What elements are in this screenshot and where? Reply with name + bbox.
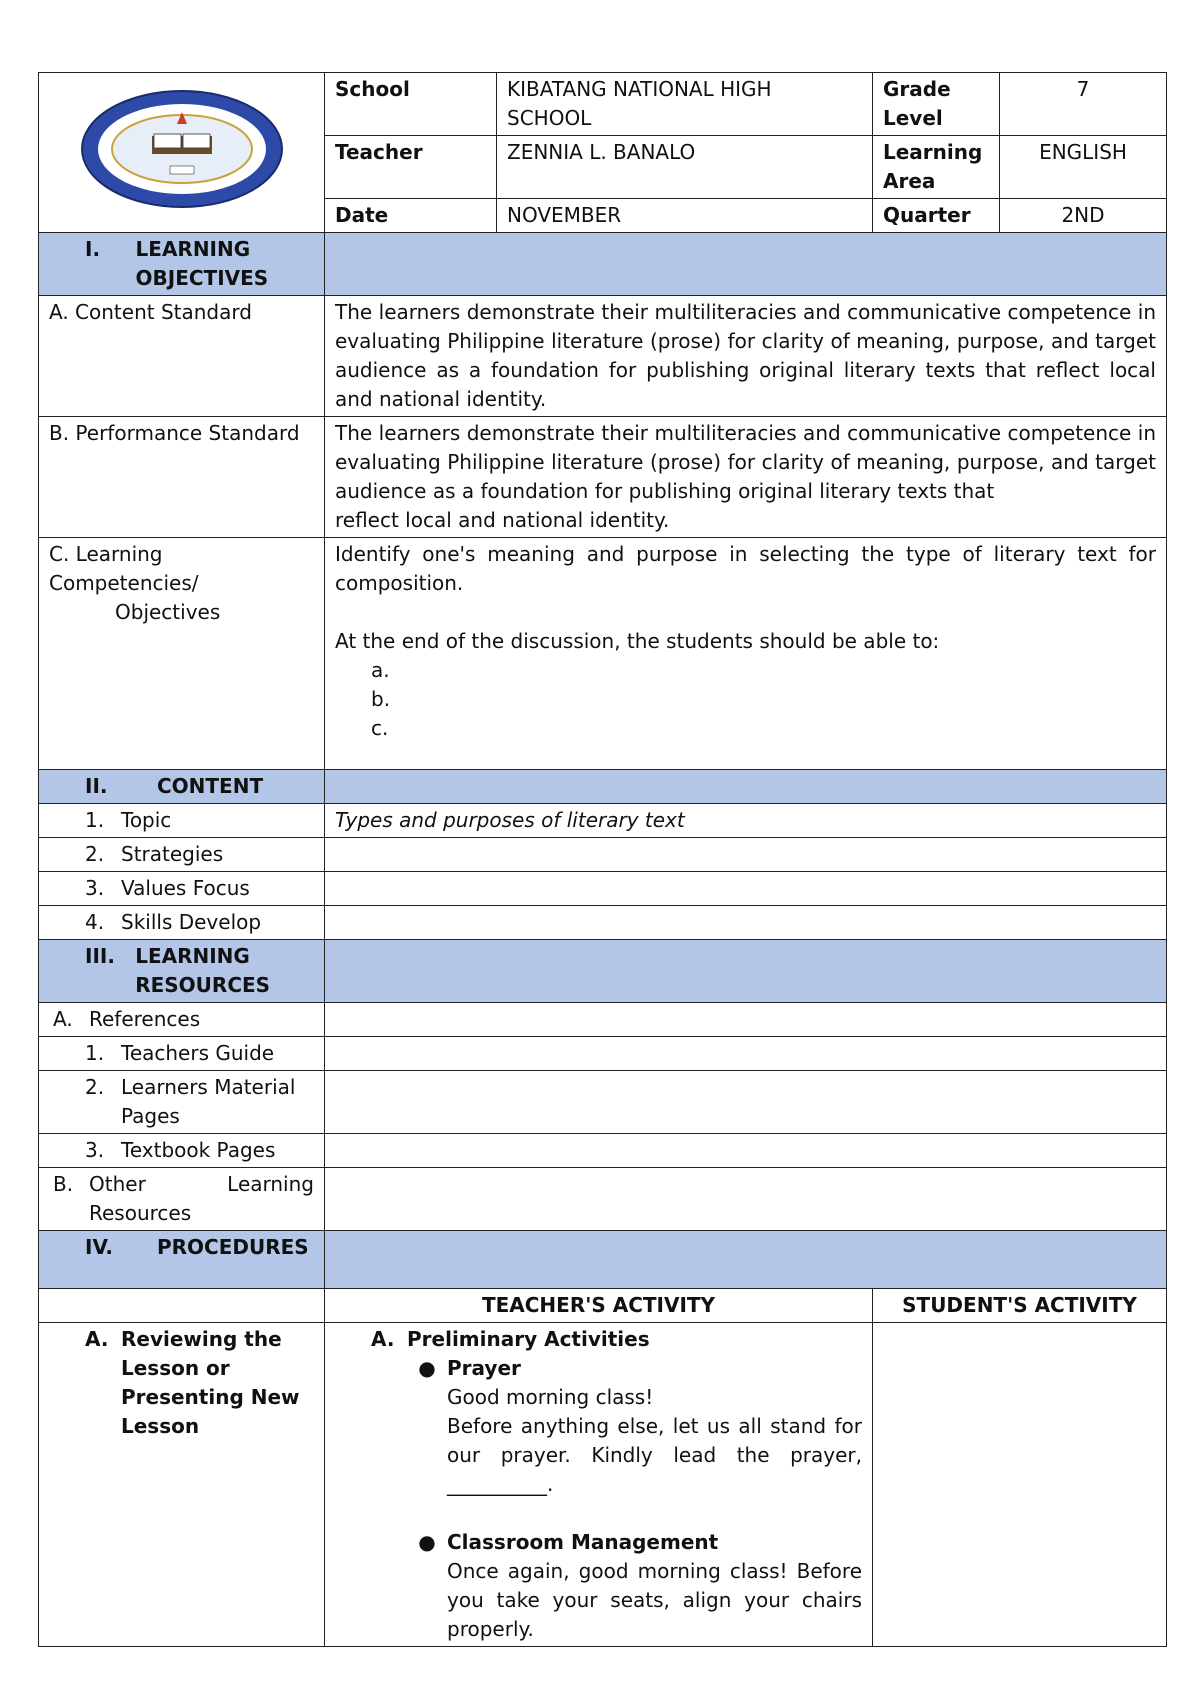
row-label: Topic	[121, 808, 172, 832]
competencies-label-cell	[39, 538, 325, 770]
row-number: 4.	[85, 910, 105, 934]
row-label: Learners Material Pages	[121, 1075, 296, 1128]
teacher-label: Teacher	[325, 136, 497, 199]
section-number: I.	[85, 237, 101, 261]
school-logo-cell	[39, 73, 325, 233]
values-focus-value	[325, 872, 1167, 906]
resource-row-value	[325, 1071, 1167, 1134]
classroom-management-bullet	[335, 1528, 862, 1644]
resource-row-label	[39, 1071, 325, 1134]
competencies-cell	[325, 538, 1167, 770]
performance-standard-cell	[325, 417, 1167, 538]
skills-value	[325, 906, 1167, 940]
references-value	[325, 1003, 1167, 1037]
prayer-text: Before anything else, let us all stand for our prayer. Kindly lead the prayer, __________.	[447, 1414, 862, 1496]
section-number: II.	[85, 774, 108, 798]
row-letter: A.	[53, 1007, 73, 1031]
school-label: School	[325, 73, 497, 136]
row-label: Values Focus	[121, 876, 250, 900]
section-fill	[325, 1231, 1167, 1289]
student-activity-header: STUDENT'S ACTIVITY	[873, 1289, 1167, 1323]
lesson-plan-document	[38, 72, 1166, 1647]
resource-row-label	[39, 1134, 325, 1168]
content-row-label	[39, 838, 325, 872]
section-fill	[325, 940, 1167, 1003]
row-number: 2.	[85, 1075, 105, 1099]
row-label: Strategies	[121, 842, 224, 866]
quarter-value: 2ND	[1000, 199, 1167, 233]
resource-row-value	[325, 1037, 1167, 1071]
teacher-activity-cell	[325, 1323, 873, 1647]
bullet-icon: ●	[418, 1530, 436, 1554]
procedures-blank-cell	[39, 1289, 325, 1323]
row-label: Teachers Guide	[121, 1041, 275, 1065]
student-activity-cell	[873, 1323, 1167, 1647]
competencies-text: Identify one's meaning and purpose in selecting the type of literary text for composition.	[335, 542, 1156, 595]
section-content	[39, 770, 325, 804]
objective-item: a.	[371, 658, 390, 682]
section-number: IV.	[85, 1235, 113, 1259]
quarter-label: Quarter	[873, 199, 1000, 233]
objective-item: c.	[371, 716, 389, 740]
objective-list	[335, 656, 1156, 743]
teacher-activity-header: TEACHER'S ACTIVITY	[325, 1289, 873, 1323]
content-row-label	[39, 804, 325, 838]
prayer-title: Prayer	[447, 1356, 521, 1380]
row-number: 1.	[85, 808, 105, 832]
step-letter: A.	[85, 1327, 109, 1351]
classroom-management-title: Classroom Management	[447, 1530, 719, 1554]
row-letter: B.	[53, 1172, 74, 1196]
prelim-label: Preliminary Activities	[407, 1327, 650, 1351]
row-number: 2.	[85, 842, 105, 866]
grade-level-value: 7	[1000, 73, 1167, 136]
row-label: Other Learning Resources	[89, 1172, 314, 1225]
section-title: LEARNING OBJECTIVES	[135, 237, 269, 290]
references-label	[39, 1003, 325, 1037]
resource-row-label	[39, 1037, 325, 1071]
prayer-greeting: Good morning class!	[447, 1385, 654, 1409]
prayer-bullet	[335, 1354, 862, 1499]
strategies-value	[325, 838, 1167, 872]
learning-area-label: Learning Area	[873, 136, 1000, 199]
section-title: CONTENT	[157, 774, 264, 798]
section-learning-objectives	[39, 233, 325, 296]
performance-standard-text-end: reflect local and national identity.	[335, 508, 670, 532]
row-number: 3.	[85, 876, 105, 900]
row-label: References	[89, 1007, 201, 1031]
content-row-label	[39, 906, 325, 940]
school-value: KIBATANG NATIONAL HIGH SCHOOL	[497, 73, 873, 136]
classroom-management-text: Once again, good morning class! Before you take your seats, align your chairs properly.	[447, 1559, 862, 1641]
performance-standard-text: The learners demonstrate their multiliteracies and communicative competence in evaluating Philippine literature (prose) for clarity of meaning, purpose, and target audience as a foundation for publishing original literary texts that	[335, 421, 1156, 503]
row-label: Textbook Pages	[121, 1138, 276, 1162]
grade-level-label: Grade Level	[873, 73, 1000, 136]
section-title: LEARNING RESOURCES	[135, 944, 271, 997]
learning-area-value: ENGLISH	[1000, 136, 1167, 199]
other-resources-label	[39, 1168, 325, 1231]
content-row-label	[39, 872, 325, 906]
procedure-step-cell	[39, 1323, 325, 1647]
prelim-letter: A.	[371, 1327, 395, 1351]
section-fill	[325, 770, 1167, 804]
date-label: Date	[325, 199, 497, 233]
section-learning-resources	[39, 940, 325, 1003]
section-title: PROCEDURES	[157, 1235, 309, 1259]
performance-standard-label: B. Performance Standard	[39, 417, 325, 538]
competencies-label-3: Objectives	[115, 600, 221, 624]
competencies-label-1: C. Learning	[49, 542, 163, 566]
row-label: Skills Develop	[121, 910, 262, 934]
objective-item: b.	[371, 687, 391, 711]
content-standard-text: The learners demonstrate their multiliteracies and communicative competence in evaluating Philippine literature (prose) for clarity of meaning, purpose, and target audience as a foundation for publishing original literary texts that reflect local and national identity.	[325, 296, 1167, 417]
bullet-icon: ●	[418, 1356, 436, 1380]
date-value: NOVEMBER	[497, 199, 873, 233]
lesson-plan-table	[38, 72, 1167, 1647]
resource-row-value	[325, 1134, 1167, 1168]
competencies-intro: At the end of the discussion, the students should be able to:	[335, 629, 940, 653]
other-resources-value	[325, 1168, 1167, 1231]
topic-value: Types and purposes of literary text	[325, 804, 1167, 838]
row-number: 3.	[85, 1138, 105, 1162]
competencies-label-2: Competencies/	[49, 571, 199, 595]
section-procedures	[39, 1231, 325, 1289]
step-label: Reviewing the Lesson or Presenting New Lesson	[121, 1327, 300, 1438]
content-standard-label: A. Content Standard	[39, 296, 325, 417]
teacher-value: ZENNIA L. BANALO	[497, 136, 873, 199]
section-number: III.	[85, 944, 115, 968]
section-fill	[325, 233, 1167, 296]
row-number: 1.	[85, 1041, 105, 1065]
school-seal-icon	[72, 84, 292, 214]
